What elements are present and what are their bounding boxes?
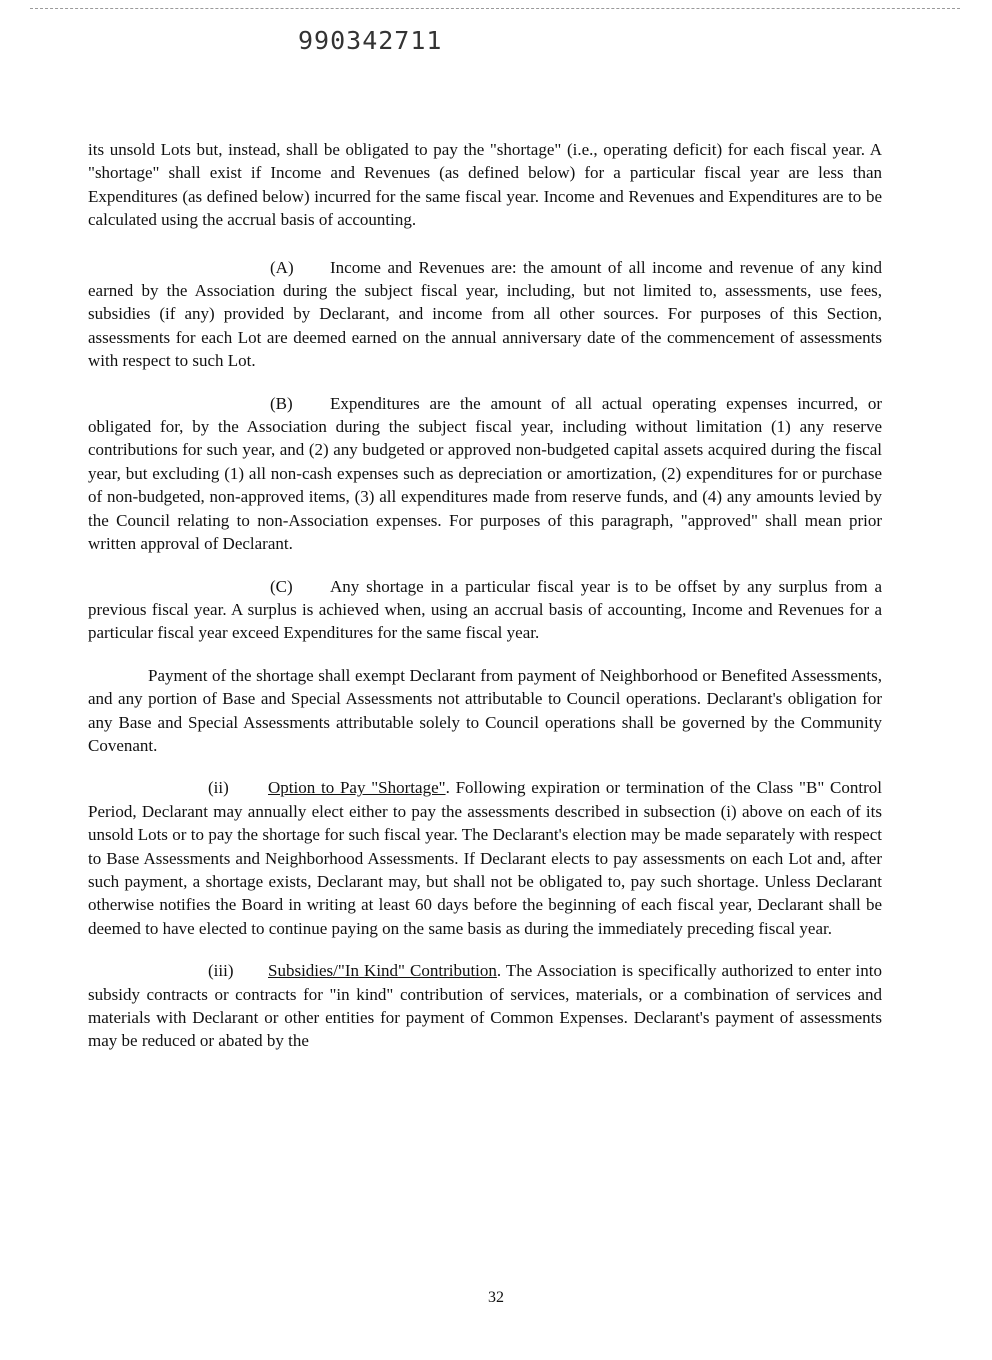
paragraph-c-text: Any shortage in a particular fiscal year is to be offset by any surplus from a previous fiscal year. A surplus is achieved when, using an accrual basis of accounting, Income and Revenues for a particular fiscal year exceed Expenditures for the same fiscal year. [88, 576, 882, 643]
paragraph-ii-title: Option to Pay "Shortage" [268, 778, 446, 798]
paragraph-c-label: (C) [270, 576, 293, 596]
paragraph-b [88, 392, 882, 556]
paragraph-ii [88, 776, 882, 940]
paragraph-b-text: Expenditures are the amount of all actual operating expenses incurred, or obligated for, by the Association during the subject fiscal year, including without limitation (1) any reserve contributions for such year, and (2) any budgeted or approved non-budgeted capital assets acquired during the fiscal year, but excluding (1) all non-cash expenses such as depreciation or amortization, (2) expenditures for or purchase of non-budgeted, non-approved items, (3) all expenditures made from reserve funds, and (4) any amounts levied by the Council relating to non-Association expenses. For purposes of this paragraph, "approved" shall mean prior written approval of Declarant. [88, 393, 882, 554]
page-number: 32 [488, 1289, 504, 1306]
paragraph-ii-label: (ii) [208, 778, 229, 798]
paragraph-ii-text: Following expiration or termination of the Class "B" Control Period, Declarant may annually elect either to pay the assessments described in subsection (i) above on each of its unsold Lots or to pay the shortage for such fiscal year. The Declarant's election may be made separately with respect to Base Assessments and Neighborhood Assessments. If Declarant elects to pay assessments on each Lot and, after such payment, a shortage exists, Declarant may, but shall not be obligated to, pay such shortage. Unless Declarant otherwise notifies the Board in writing at least 60 days before the beginning of each fiscal year, Declarant shall be deemed to have elected to continue paying on the same basis as during the immediately preceding fiscal year. [88, 778, 882, 938]
paragraph-iii-title: Subsidies/"In Kind" Contribution [268, 961, 497, 981]
paragraph-c [88, 575, 882, 645]
paragraph-payment: Payment of the shortage shall exempt Declarant from payment of Neighborhood or Benefited Assessments, and any portion of Base and Special Assessments not attributable to Council operations. Declarant's obligation for any Base and Special Assessments attributable solely to Council operations shall be governed by the Community Covenant. [88, 665, 882, 755]
paragraph-a [88, 256, 882, 373]
document-number: 990342711 [298, 26, 443, 55]
scan-artifact-line [30, 8, 960, 13]
paragraph-b-label: (B) [270, 393, 293, 413]
paragraph-a-label: (A) [270, 257, 294, 277]
paragraph-intro: its unsold Lots but, instead, shall be obligated to pay the "shortage" (i.e., operating deficit) for each fiscal year. A "shortage" shall exist if Income and Revenues (as defined below) for a particular fiscal year are less than Expenditures (as defined below) incurred for the same fiscal year. Income and Revenues and Expenditures are to be calculated using the accrual basis of accounting. [88, 140, 882, 230]
paragraph-ii-period: . [445, 778, 456, 798]
paragraph-iii-text: The Association is specifically authorized to enter into subsidy contracts or contracts for "in kind" contribution of services, materials, or a combination of services and materials with Declarant or other entities for payment of Common Expenses. Declarant's payment of assessments may be reduced or abated by the [88, 961, 882, 1051]
paragraph-iii-period: . [496, 961, 506, 981]
paragraph-iii-label: (iii) [208, 961, 234, 981]
paragraph-a-text: Income and Revenues are: the amount of all income and revenue of any kind earned by the Association during the subject fiscal year, including, but not limited to, assessments, use fees, subsidies (if any) provided by Declarant, and income from all other sources. For purposes of this Section, assessments for each Lot are deemed earned on the annual anniversary date of the commencement of assessments with respect to such Lot. [88, 257, 882, 371]
document-body [88, 138, 882, 1072]
paragraph-iii [88, 959, 882, 1053]
